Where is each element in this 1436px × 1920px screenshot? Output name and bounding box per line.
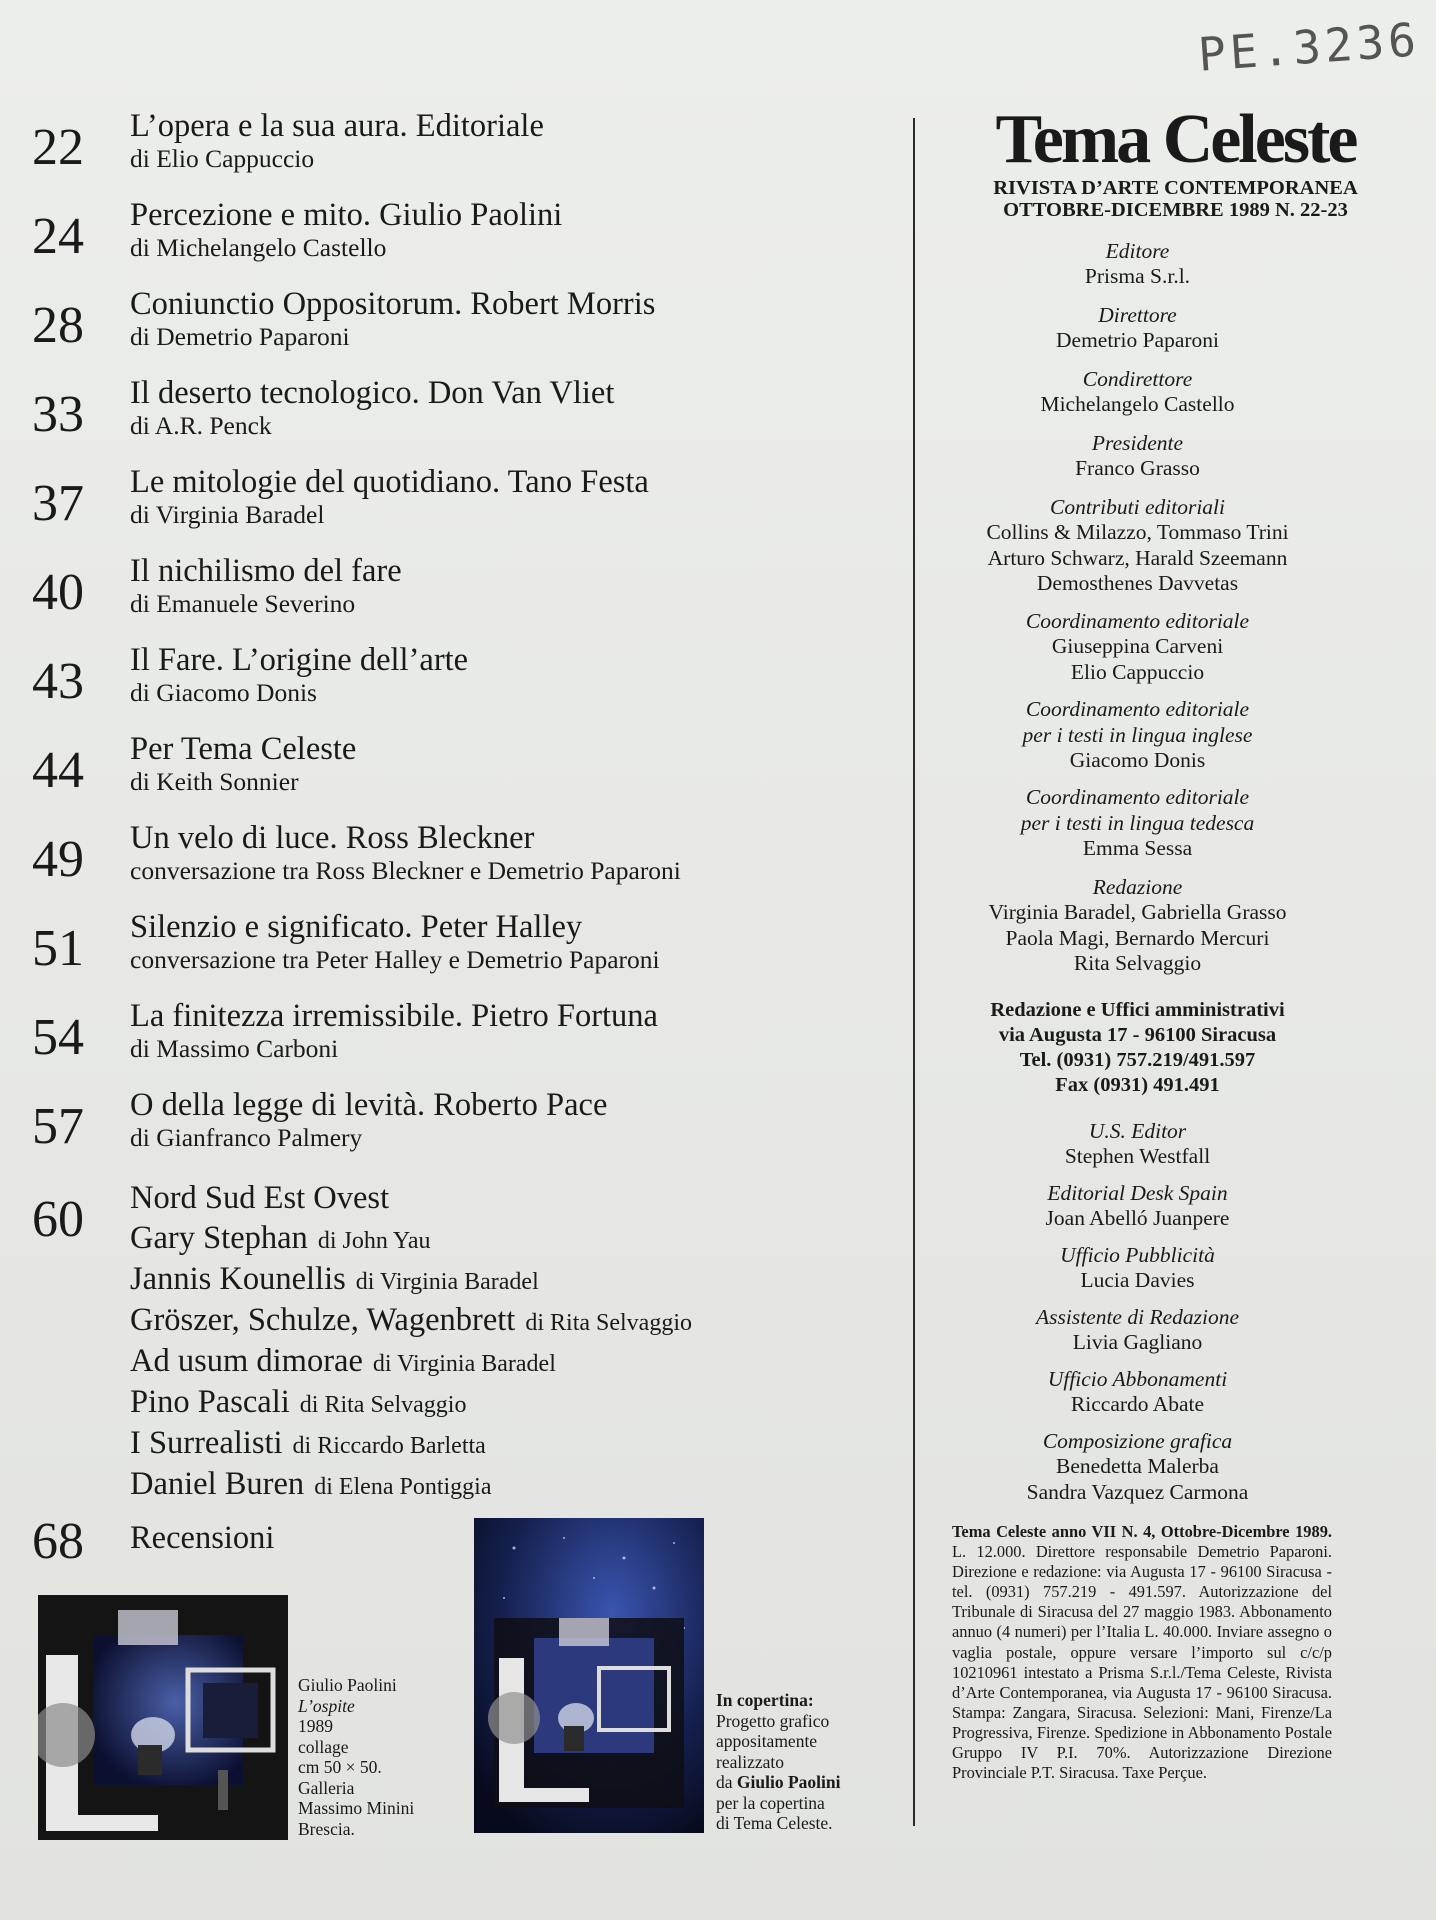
caption-title: L’ospite	[298, 1695, 355, 1716]
credit-role: Composizione grafica	[1042, 1429, 1233, 1453]
article-byline: di Gianfranco Palmery	[130, 1123, 363, 1152]
credit-name: Riccardo Abate	[1070, 1392, 1205, 1416]
credit-name: Arturo Schwarz, Harald Szeemann	[987, 545, 1288, 570]
item-author: di Virginia Baradel	[372, 1351, 556, 1377]
credit-name: Michelangelo Castello	[1040, 392, 1235, 416]
office-fax: Fax (0931) 491.491	[1055, 1074, 1220, 1096]
item-author: di John Yau	[317, 1228, 431, 1254]
article-title: Coniunctio Oppositorum. Robert Morris	[130, 286, 656, 322]
credit-group	[915, 1304, 1360, 1356]
issue-date: OTTOBRE-DICEMBRE 1989 N. 22-23	[1003, 199, 1348, 221]
credit-name: Stephen Westfall	[1064, 1144, 1211, 1168]
article-byline: conversazione tra Peter Halley e Demetrio Paparoni	[130, 945, 660, 974]
list-item[interactable]	[130, 1343, 556, 1385]
page-number: 44	[32, 742, 84, 799]
article-title: Il Fare. L’origine dell’arte	[130, 642, 469, 678]
cover-image	[474, 1518, 704, 1833]
credit-name: Elio Cappuccio	[1070, 659, 1205, 684]
credit-group	[915, 784, 1360, 862]
credit-name: Livia Gagliano	[1072, 1330, 1203, 1354]
page-number: 54	[32, 1009, 84, 1066]
credit-group	[915, 366, 1360, 418]
item-author: di Virginia Baradel	[355, 1269, 539, 1295]
credit-role: Editorial Desk Spain	[1047, 1181, 1228, 1205]
credit-group	[915, 1118, 1360, 1170]
office-street: via Augusta 17 - 96100 Siracusa	[998, 1024, 1277, 1046]
article-title: O della legge di levità. Roberto Pace	[130, 1087, 608, 1123]
credit-name: Franco Grasso	[1075, 456, 1200, 480]
article-byline: di Virginia Baradel	[130, 500, 325, 529]
section-title: Nord Sud Est Ovest	[130, 1180, 390, 1216]
article-title: La finitezza irremissibile. Pietro Fortuna	[130, 998, 658, 1034]
credit-name: Giacomo Donis	[1069, 748, 1206, 772]
office-phone: Tel. (0931) 757.219/491.597	[1019, 1049, 1256, 1071]
caption-artist: Giulio Paolini	[298, 1675, 397, 1695]
item-artist: Pino Pascali	[130, 1384, 290, 1420]
list-item[interactable]	[130, 1384, 466, 1426]
credit-group	[915, 494, 1360, 597]
credit-role: Presidente	[1091, 431, 1184, 455]
article-title: Per Tema Celeste	[130, 731, 357, 767]
item-artist: Jannis Kounellis	[130, 1261, 346, 1297]
credit-role: Coordinamento editoriale	[1025, 609, 1250, 633]
credit-name: Paola Magi, Bernardo Mercuri	[1005, 925, 1270, 950]
article-byline: di Massimo Carboni	[130, 1034, 339, 1063]
article-title: Un velo di luce. Ross Bleckner	[130, 820, 535, 856]
credit-role: Redazione	[1092, 875, 1183, 899]
credit-name: Demosthenes Davvetas	[1036, 571, 1239, 595]
credit-name: Collins & Milazzo, Tommaso Trini	[986, 520, 1289, 544]
credit-group	[915, 302, 1360, 354]
page-number: 28	[32, 297, 84, 354]
caption-gallery: Galleria	[298, 1777, 355, 1798]
article-byline: di Elio Cappuccio	[130, 144, 315, 173]
office-heading: Redazione e Uffici amministrativi	[990, 999, 1285, 1021]
page-number: 68	[32, 1513, 84, 1570]
article-byline: di Giacomo Donis	[130, 678, 317, 707]
credit-group	[915, 1366, 1360, 1418]
cover-caption	[716, 1690, 840, 1834]
caption-year: 1989	[298, 1716, 333, 1736]
article-byline: conversazione tra Ross Bleckner e Demetrio Paparoni	[130, 856, 681, 885]
credit-role: Coordinamento editoriale	[1025, 697, 1250, 721]
caption-medium: collage	[298, 1736, 349, 1757]
credit-role: Assistente di Redazione	[1035, 1305, 1240, 1329]
page-number: 57	[32, 1098, 84, 1155]
magazine-title: Tema Celeste	[995, 101, 1356, 178]
page-number: 40	[32, 564, 84, 621]
credit-role: Direttore	[1098, 303, 1177, 327]
imprint-text	[952, 1522, 1332, 1783]
caption-gallery-name: Massimo Minini	[298, 1798, 415, 1818]
item-author: di Rita Selvaggio	[525, 1310, 692, 1336]
office-address	[915, 998, 1360, 1098]
item-artist: Gary Stephan	[130, 1220, 308, 1256]
credit-group	[915, 696, 1360, 774]
credit-name: Lucia Davies	[1080, 1268, 1195, 1292]
article-byline: di Keith Sonnier	[130, 767, 299, 796]
caption-line: realizzato	[716, 1751, 785, 1772]
credit-role: Contributi editoriali	[1049, 495, 1225, 519]
list-item[interactable]	[130, 1466, 492, 1508]
caption-line: per la copertina	[716, 1792, 825, 1813]
article-title: Il deserto tecnologico. Don Van Vliet	[130, 375, 615, 411]
artwork-caption	[298, 1675, 414, 1839]
credit-role: per i testi in lingua inglese	[1022, 723, 1253, 747]
page-number: 43	[32, 653, 84, 710]
caption-label: In copertina:	[716, 1690, 814, 1710]
credit-name: Prisma S.r.l.	[1084, 264, 1191, 288]
imprint-lead: Tema Celeste anno VII N. 4, Ottobre-Dicembre 1989.	[952, 1522, 1332, 1541]
section-title: Recensioni	[130, 1520, 275, 1556]
page-number: 24	[32, 208, 84, 265]
item-author: di Riccardo Barletta	[292, 1433, 486, 1459]
credit-role: Ufficio Abbonamenti	[1047, 1367, 1228, 1391]
credit-group	[915, 1242, 1360, 1294]
article-title: Le mitologie del quotidiano. Tano Festa	[130, 464, 649, 500]
handwritten-catalog-note: PE.3236	[1196, 12, 1422, 82]
caption-line: appositamente	[716, 1731, 818, 1751]
list-item[interactable]	[130, 1220, 431, 1262]
caption-line: Progetto grafico	[716, 1710, 830, 1731]
list-item[interactable]	[130, 1302, 692, 1344]
credit-name: Emma Sessa	[1082, 836, 1193, 860]
credit-group	[915, 1180, 1360, 1232]
item-artist: Gröszer, Schulze, Wagenbrett	[130, 1302, 516, 1338]
credit-name: Virginia Baradel, Gabriella Grasso	[988, 900, 1287, 924]
credit-role: Coordinamento editoriale	[1025, 785, 1250, 809]
credit-group	[915, 238, 1360, 290]
article-byline: di Michelangelo Castello	[130, 233, 387, 262]
credit-name: Rita Selvaggio	[1073, 951, 1202, 975]
list-item[interactable]	[130, 1425, 486, 1467]
page-number: 22	[32, 119, 84, 176]
credit-name: Demetrio Paparoni	[1056, 328, 1219, 352]
credit-name: Giuseppina Carveni	[1051, 634, 1224, 658]
credit-role: Ufficio Pubblicità	[1060, 1243, 1215, 1267]
article-title: Percezione e mito. Giulio Paolini	[130, 197, 563, 233]
page-number: 51	[32, 920, 84, 977]
credit-name: Benedetta Malerba	[1056, 1454, 1219, 1478]
page-number: 33	[32, 386, 84, 443]
credit-group	[915, 874, 1360, 977]
credit-name: Joan Abelló Juanpere	[1045, 1206, 1230, 1230]
credit-role: U.S. Editor	[1088, 1119, 1187, 1143]
page-number: 37	[32, 475, 84, 532]
page-number: 60	[32, 1191, 84, 1248]
credit-role: per i testi in lingua tedesca	[1020, 811, 1255, 835]
caption-city: Brescia.	[298, 1818, 355, 1839]
item-artist: I Surrealisti	[130, 1425, 283, 1461]
artwork-image-l-ospite	[38, 1595, 288, 1840]
magazine-subtitle: RIVISTA D’ARTE CONTEMPORANEA	[993, 177, 1358, 199]
credit-role: Editore	[1105, 239, 1170, 263]
credit-group	[915, 608, 1360, 685]
caption-line: da	[716, 1772, 737, 1792]
imprint-body: L. 12.000. Direttore responsabile Demetrio Paparoni. Direzione e redazione: via Augusta 17 - 96100 Siracusa - tel. (0931) 757.219 - 491.597. Autorizzazione del Tribunale di Siracusa del 27 maggio 1983. Abbonamento annuo (4 numeri) per l’Italia L. 40.000. Inviare assegno o vaglia postale, oppure versare l’importo sul c/c/p 10210961 intestato a Prisma S.r.l./Tema Celeste, Rivista d’Arte Contemporanea, via Augusta 17 - 96100 Siracusa. Stampa: Zangara, Siracusa. Selezioni: Mani, Firenze/La Progressiva, Firenze. Spedizione in Abbonamento Postale Gruppo IV P.I. 70%. Autorizzazione Direzione Provinciale P.T. Siracusa. Taxe Perçue.	[952, 1542, 1332, 1783]
credit-group	[915, 430, 1360, 482]
credit-role: Condirettore	[1082, 367, 1193, 391]
item-artist: Daniel Buren	[130, 1466, 305, 1502]
item-artist: Ad usum dimorae	[130, 1343, 363, 1379]
item-author: di Rita Selvaggio	[299, 1392, 467, 1418]
caption-line: di Tema Celeste.	[716, 1813, 833, 1833]
credit-name: Sandra Vazquez Carmona	[1026, 1479, 1249, 1504]
caption-size: cm 50 × 50.	[298, 1757, 382, 1777]
caption-artist: Giulio Paolini	[736, 1772, 841, 1792]
credit-group	[915, 1428, 1360, 1505]
article-byline: di A.R. Penck	[130, 411, 272, 440]
article-title: Il nichilismo del fare	[130, 553, 402, 589]
item-author: di Elena Pontiggia	[314, 1474, 492, 1500]
list-item[interactable]	[130, 1261, 539, 1303]
page-number: 49	[32, 831, 84, 888]
article-title: Silenzio e significato. Peter Halley	[130, 909, 583, 945]
article-byline: di Emanuele Severino	[130, 589, 356, 618]
article-title: L’opera e la sua aura. Editoriale	[130, 108, 544, 144]
article-byline: di Demetrio Paparoni	[130, 322, 350, 351]
